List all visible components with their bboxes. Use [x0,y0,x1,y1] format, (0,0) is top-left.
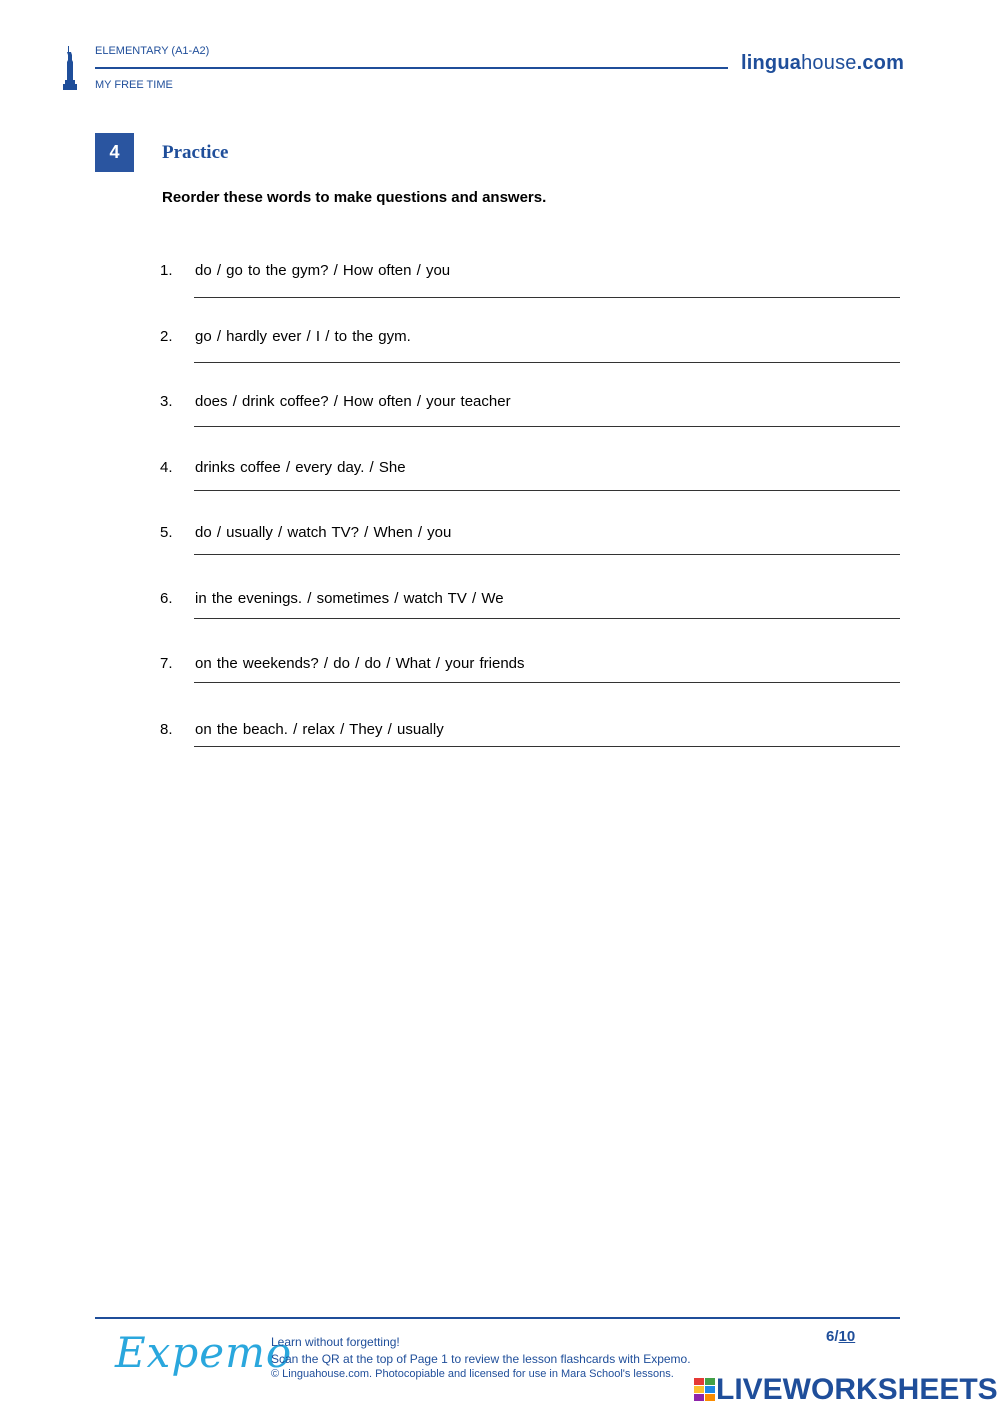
linguahouse-logo[interactable] [741,52,904,75]
brand-suffix: .com [856,52,905,74]
page-current: 6 [826,1328,835,1345]
footer-divider [95,1317,900,1319]
answer-input-4[interactable] [194,490,900,491]
item-number: 4. [160,459,173,476]
item-number: 7. [160,655,173,672]
statue-of-liberty-icon [62,46,78,90]
exercise-item-3 [0,393,1000,443]
item-prompt: go / hardly ever / I / to the gym. [195,328,411,345]
exercise-item-8 [0,721,1000,771]
page-total-link[interactable]: 10 [838,1328,856,1345]
exercise-item-7 [0,655,1000,705]
item-number: 3. [160,393,173,410]
instruction-text: Reorder these words to make questions and answers. [162,189,547,206]
page-number [826,1328,855,1345]
item-number: 1. [160,262,173,279]
exercise-item-6 [0,590,1000,640]
item-number: 5. [160,524,173,541]
exercise-item-5 [0,524,1000,574]
brand-bold: lingua [741,52,802,74]
item-prompt: does / drink coffee? / How often / your teacher [195,393,511,410]
item-prompt: on the weekends? / do / do / What / your friends [195,655,525,672]
level-label: ELEMENTARY (A1-A2) [95,45,210,57]
topic-label: MY FREE TIME [95,79,173,91]
item-prompt: on the beach. / relax / They / usually [195,721,444,738]
exercise-item-4 [0,459,1000,509]
exercise-item-1 [0,262,1000,312]
item-number: 2. [160,328,173,345]
section-title: Practice [162,142,229,163]
liveworksheets-icon [694,1378,716,1402]
header-divider [95,67,728,69]
exercise-item-2 [0,328,1000,378]
liveworksheets-logo[interactable]: LIVEWORKSHEETS [716,1373,998,1406]
item-prompt: drinks coffee / every day. / She [195,459,406,476]
answer-input-7[interactable] [194,682,900,683]
expemo-logo[interactable]: Expemo [115,1328,293,1377]
answer-input-3[interactable] [194,426,900,427]
answer-input-2[interactable] [194,362,900,363]
item-prompt: do / go to the gym? / How often / you [195,262,451,279]
answer-input-5[interactable] [194,554,900,555]
item-prompt: do / usually / watch TV? / When / you [195,524,452,541]
item-prompt: in the evenings. / sometimes / watch TV / We [195,590,504,607]
footer-copyright: © Linguahouse.com. Photocopiable and licensed for use in Mara School's lessons. [271,1368,674,1380]
item-number: 6. [160,590,173,607]
answer-input-6[interactable] [194,618,900,619]
footer-qr-note: Scan the QR at the top of Page 1 to review the lesson flashcards with Expemo. [271,1352,691,1366]
footer-tagline: Learn without forgetting! [271,1335,400,1349]
brand-light: house [801,52,857,74]
answer-input-8[interactable] [194,746,900,747]
section-number-badge: 4 [95,133,134,172]
answer-input-1[interactable] [194,297,900,298]
item-number: 8. [160,721,173,738]
page-separator: / [834,1328,839,1345]
